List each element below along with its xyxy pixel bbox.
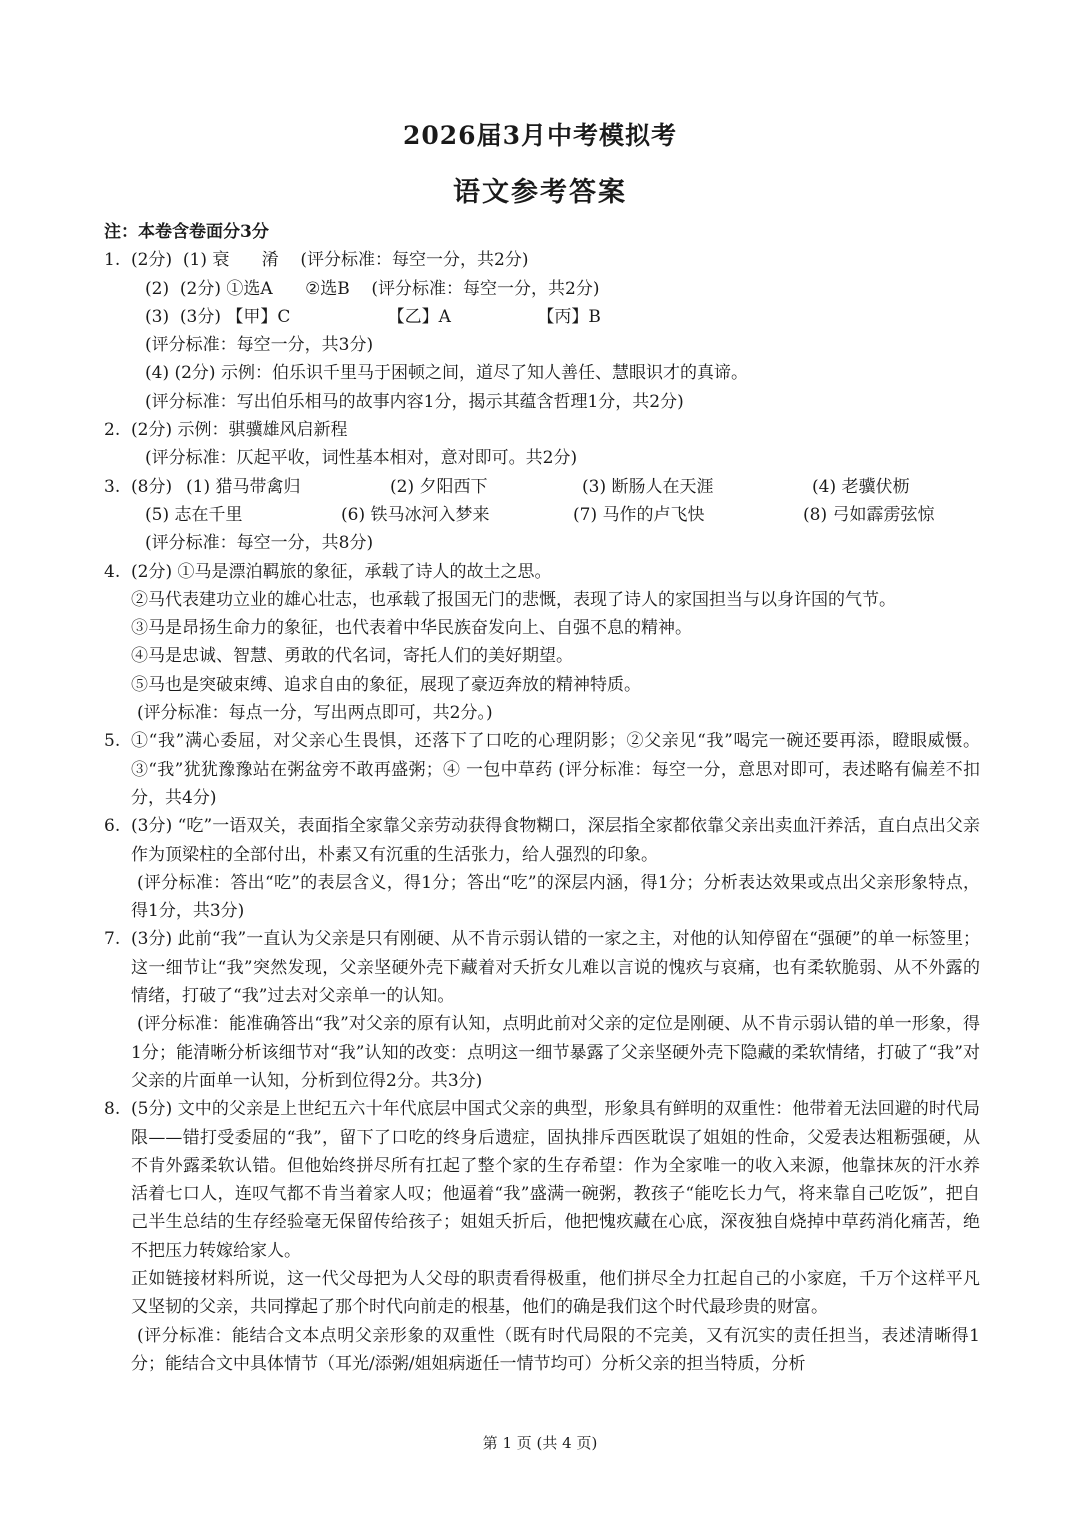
answer-line: ③马是昂扬生命力的象征，也代表着中华民族奋发向上、自强不息的精神。 [131, 618, 692, 639]
question-number: 5. [104, 731, 121, 752]
answer-blank: (5) 志在千里 [145, 504, 243, 525]
answer-paragraph: (3分) 此前“我”一直认为父亲是只有刚硬、从不肯示弱认错的一家之主，对他的认知停留在“强硬”的单一标签里；这一细节让“我”突然发现，父亲坚硬外壳下藏着对夭折女儿难以言说的愧疚与哀痛，也有柔软脆弱、从不外露的情绪，打破了“我”过去对父亲单一的认知。 [131, 929, 980, 1007]
answer-line: (4) (2分) 示例：伯乐识千里马于困顿之间，道尽了知人善任、慧眼识才的真谛。 [145, 363, 748, 384]
question-6 [104, 812, 980, 869]
question-2 [104, 416, 980, 444]
page-footer: 第 1 页 (共 4 页) [482, 1434, 598, 1452]
question-8 [104, 1095, 980, 1265]
question-number: 4. [104, 561, 121, 582]
answer-blank: (7) 马作的卢飞快 [573, 504, 705, 525]
scoring-criteria: (评分标准：仄起平收，词性基本相对，意对即可。共2分) [145, 448, 578, 469]
answer-paragraph: (5分) 文中的父亲是上世纪五六十年代底层中国式父亲的典型，形象具有鲜明的双重性：他带着无法回避的时代局限——错打受委屈的“我”，留下了口吃的终身后遗症，固执排斥西医耽误了姐姐的性命，父爱表达粗粝强硬，从不肯外露柔软认错。但他始终拼尽所有扛起了整个家的生存希望：作为全家唯一的收入来源，他靠抹灰的汗水养活着七口人，连叹气都不肯当着家人叹；他逼着“我”盛满一碗粥，教孩子“能吃长力气，将来靠自己吃饭”，把自己半生总结的生存经验毫无保留传给孩子；姐姐夭折后，他把愧疚藏在心底，深夜独自烧掉中草药消化痛苦，绝不把压力转嫁给家人。 [131, 1099, 980, 1261]
scoring-criteria: (评分标准：能准确答出“我”对父亲的原有认知，点明此前对父亲的定位是刚硬、从不肯示弱认错的单一形象，得1分；能清晰分析该细节对“我”认知的改变：点明这一细节暴露了父亲坚硬外壳下隐藏的柔软情绪，打破了“我”对父亲的片面单一认知，分析到位得2分。共3分) [131, 1014, 980, 1091]
question-7 [104, 925, 980, 1010]
question-3 [104, 473, 980, 501]
score-label: (8分) [131, 476, 173, 497]
answer-line: (3) (3分) 【甲】C 【乙】A 【丙】B [145, 306, 601, 327]
answer-line: (2分) (1) 衰 淆 (评分标准：每空一分，共2分) [131, 250, 529, 271]
answer-content [104, 218, 980, 1378]
question-number: 1. [104, 250, 121, 271]
answer-blank: (2) 夕阳西下 [390, 476, 488, 497]
answer-paragraph: (3分) “吃”一语双关，表面指全家靠父亲劳动获得食物糊口，深层指全家都依靠父亲出卖血汗养活，直白点出父亲作为顶梁柱的全部付出，朴素又有沉重的生活张力，给人强烈的印象。 [131, 816, 980, 865]
answer-blank: (3) 断肠人在天涯 [582, 476, 714, 497]
document-title: 语文参考答案 [453, 177, 627, 208]
question-number: 3. [104, 476, 121, 497]
question-number: 8. [104, 1099, 121, 1120]
answer-line: ④马是忠诚、智慧、勇敢的代名词，寄托人们的美好期望。 [131, 646, 573, 667]
scoring-criteria: (评分标准：每空一分，共8分) [145, 533, 374, 554]
answer-paragraph: ①“我”满心委屈，对父亲心生畏惧，还落下了口吃的心理阴影；②父亲见“我”喝完一碗还要再添，瞪眼威慑。③“我”犹犹豫豫站在粥盆旁不敢再盛粥；④ 一包中草药 (评分标准：每空一分，意思对即可，表述略有偏差不扣分，共4分) [131, 731, 980, 808]
scoring-criteria: (评分标准：写出伯乐相马的故事内容1分，揭示其蕴含哲理1分，共2分) [145, 391, 684, 412]
answer-line: ②马代表建功立业的雄心壮志，也承载了报国无门的悲慨，表现了诗人的家国担当与以身许国的气节。 [131, 589, 896, 610]
answer-line: (2分) 示例：骐骥雄风启新程 [131, 420, 348, 441]
question-number: 7. [104, 929, 121, 950]
answer-blank: (1) 猎马带禽归 [186, 476, 301, 497]
answer-row [104, 501, 980, 529]
answer-line: (2) (2分) ①选A ②选B (评分标准：每空一分，共2分) [145, 278, 600, 299]
answer-line: (2分) ①马是漂泊羁旅的象征，承载了诗人的故土之思。 [131, 561, 552, 582]
answer-blank: (8) 弓如霹雳弦惊 [803, 504, 935, 525]
answer-line: ⑤马也是突破束缚、追求自由的象征，展现了豪迈奔放的精神特质。 [131, 674, 641, 695]
question-4 [104, 558, 980, 586]
exam-title: 2026届3月中考模拟考 [403, 121, 677, 150]
scoring-criteria: (评分标准：答出“吃”的表层含义，得1分；答出“吃”的深层内涵，得1分；分析表达效果或点出父亲形象特点，得1分，共3分) [131, 872, 980, 922]
scoring-criteria: (评分标准：能结合文本点明父亲形象的双重性（既有时代局限的不完美，又有沉实的责任担当，表述清晰得1分；能结合文中具体情节（耳光/添粥/姐姐病逝任一情节均可）分析父亲的担当特质，分析 [131, 1325, 980, 1374]
answer-blank: (4) 老骥伏枥 [812, 476, 910, 497]
answer-blank: (6) 铁马冰河入梦来 [341, 504, 490, 525]
scoring-criteria: (评分标准：每空一分，共3分) [145, 335, 374, 356]
question-number: 6. [104, 816, 121, 837]
question-number: 2. [104, 420, 121, 441]
scoring-criteria: (评分标准：每点一分，写出两点即可，共2分。) [137, 703, 493, 724]
question-1 [104, 246, 980, 274]
note-line: 注：本卷含卷面分3分 [104, 222, 269, 242]
question-5 [104, 727, 980, 812]
answer-paragraph: 正如链接材料所说，这一代父母把为人父母的职责看得极重，他们拼尽全力扛起自己的小家庭，千万个这样平凡又坚韧的父亲，共同撑起了那个时代向前走的根基，他们的确是我们这个时代最珍贵的财富。 [131, 1268, 980, 1318]
